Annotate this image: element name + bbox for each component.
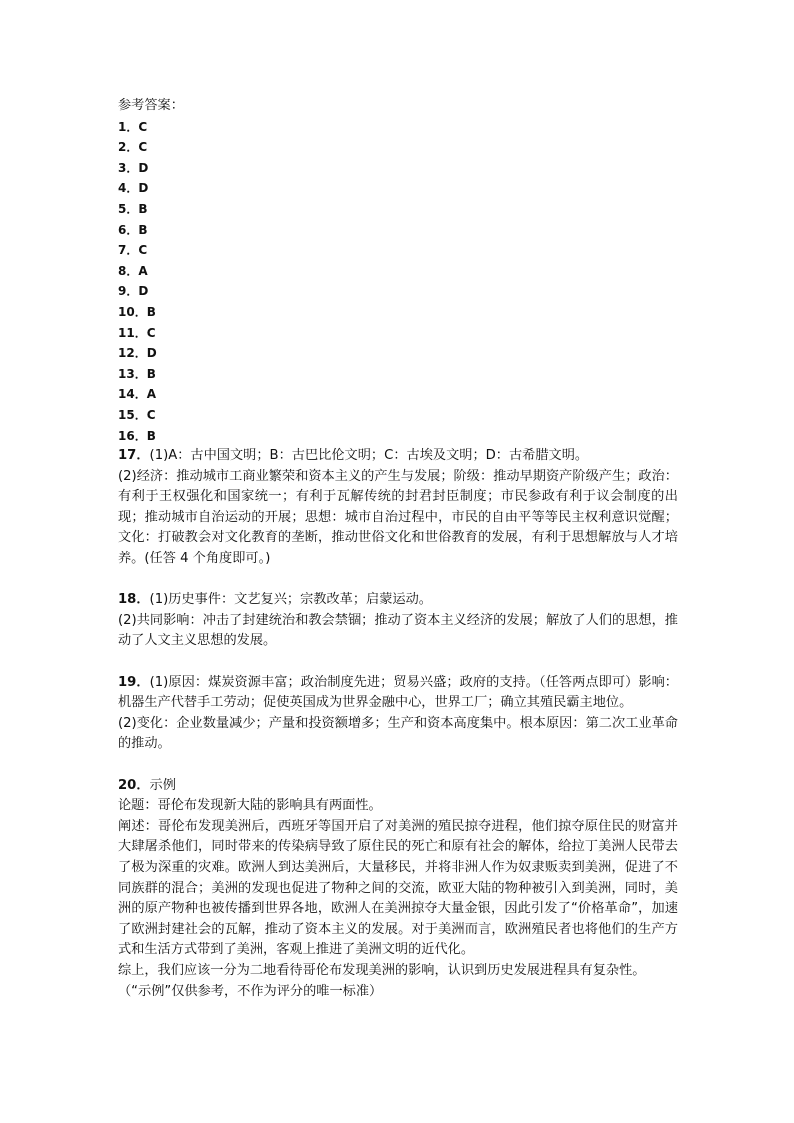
question-number: 15． [118,407,147,422]
question-number: 14． [118,387,147,402]
question-number: 1． [118,119,139,134]
mc-answer-row [118,364,678,385]
question-number: 2． [118,140,139,155]
q20-thesis: 论题：哥伦布发现新大陆的影响具有两面性。 [118,798,382,814]
question-number: 7． [118,243,139,258]
answer-letter: D [138,160,149,175]
q19-answer [118,673,678,755]
mc-answer-row [118,137,678,158]
mc-answer-row [118,405,678,426]
mc-answer-row [118,384,678,405]
q20-answer [118,776,678,1003]
answer-letter: A [146,387,156,402]
answer-letter: B [146,366,156,381]
question-number: 10． [118,304,147,319]
answer-letter: B [146,428,156,443]
mc-answer-row [118,261,678,282]
q17-answer [118,446,678,570]
answer-letter: B [138,201,148,216]
q19-part1: 19．(1)原因：煤炭资源丰富；政治制度先进；贸易兴盛；政府的支持。（任答两点即可）影响：机器生产代替手工劳动；促使英国成为世界金融中心，世界工厂；确立其殖民霸主地位。 [118,674,678,711]
q18-number: 18． [118,592,150,608]
mc-answer-row [118,240,678,261]
q20-number: 20． [118,777,150,793]
mc-answer-row [118,158,678,179]
mc-answer-row [118,323,678,344]
answer-letter: C [138,243,148,258]
mc-answer-row [118,302,678,323]
question-number: 9． [118,284,139,299]
answer-letter: C [146,407,156,422]
q18-part1: 18．(1)历史事件：文艺复兴；宗教改革；启蒙运动。 [118,592,432,608]
answer-letter: D [138,284,149,299]
question-number: 12． [118,346,147,361]
question-number: 13． [118,366,147,381]
q18-answer [118,590,678,652]
question-number: 6． [118,222,139,237]
answer-letter: B [138,222,148,237]
q17-part1: 17．(1)A：古中国文明；B：古巴比伦文明；C：古埃及文明；D：古希腊文明。 [118,448,589,464]
question-number: 11． [118,325,147,340]
mc-answer-row [118,281,678,302]
mc-answer-row [118,220,678,241]
answer-letter: A [138,263,148,278]
q17-number: 17． [118,448,150,464]
answer-letter: C [138,119,148,134]
answer-letter: D [138,181,149,196]
question-number: 5． [118,201,139,216]
mc-answer-row [118,178,678,199]
multiple-choice-answers [118,117,678,447]
answer-letter: B [146,304,156,319]
mc-answer-row [118,117,678,138]
answer-letter: D [146,346,157,361]
q20-heading: 20．示例 [118,777,176,793]
answer-letter: C [146,325,156,340]
q19-number: 19． [118,674,150,690]
question-number: 8． [118,263,139,278]
q20-conclusion: 综上，我们应该一分为二地看待哥伦布发现美洲的影响，认识到历史发展进程具有复杂性。 [118,962,646,978]
q19-part2: (2)变化：企业数量减少；产量和投资额增多；生产和资本高度集中。根本原因：第二次工业革命的推动。 [118,715,678,752]
q20-body: 阐述：哥伦布发现美洲后，西班牙等国开启了对美洲的殖民掠夺进程，他们掠夺原住民的财富并大肆屠杀他们，同时带来的传染病导致了原住民的死亡和原有社会的解体，给拉丁美洲人民带去了极为深重的灾难。欧洲人到达美洲后，大量移民，并将非洲人作为奴隶贩卖到美洲，促进了不同族群的混合；美洲的发现也促进了物种之间的交流，欧亚大陆的物种被引入到美洲，同时，美洲的原产物种也被传播到世界各地，欧洲人在美洲掠夺大量金银，因此引发了“价格革命”，加速了欧洲封建社会的瓦解，推动了资本主义的发展。对于美洲而言，欧洲殖民者也将他们的生产方式和生活方式带到了美洲，客观上推进了美洲文明的近代化。 [118,818,678,958]
question-number: 3． [118,160,139,175]
answer-sheet [118,96,678,1002]
answer-heading: 参考答案： [118,98,184,113]
mc-answer-row [118,343,678,364]
q18-part2: (2)共同影响：冲击了封建统治和教会禁锢；推动了资本主义经济的发展；解放了人们的思想，推动了人文主义思想的发展。 [118,612,678,649]
mc-answer-row [118,426,678,447]
q17-part2: (2)经济：推动城市工商业繁荣和资本主义的产生与发展；阶级：推动早期资产阶级产生；政治：有利于王权强化和国家统一；有利于瓦解传统的封君封臣制度；市民参政有利于议会制度的出现；推动城市自治运动的开展；思想：城市自治过程中，市民的自由平等等民主权利意识觉醒；文化：打破教会对文化教育的垄断，推动世俗文化和世俗教育的发展，有利于思想解放与人才培养。(任答 4 个角度即可。) [118,468,678,567]
mc-answer-row [118,199,678,220]
question-number: 4． [118,181,139,196]
answer-letter: C [138,140,148,155]
q20-note: （“示例”仅供参考，不作为评分的唯一标准） [118,983,383,999]
question-number: 16． [118,428,147,443]
